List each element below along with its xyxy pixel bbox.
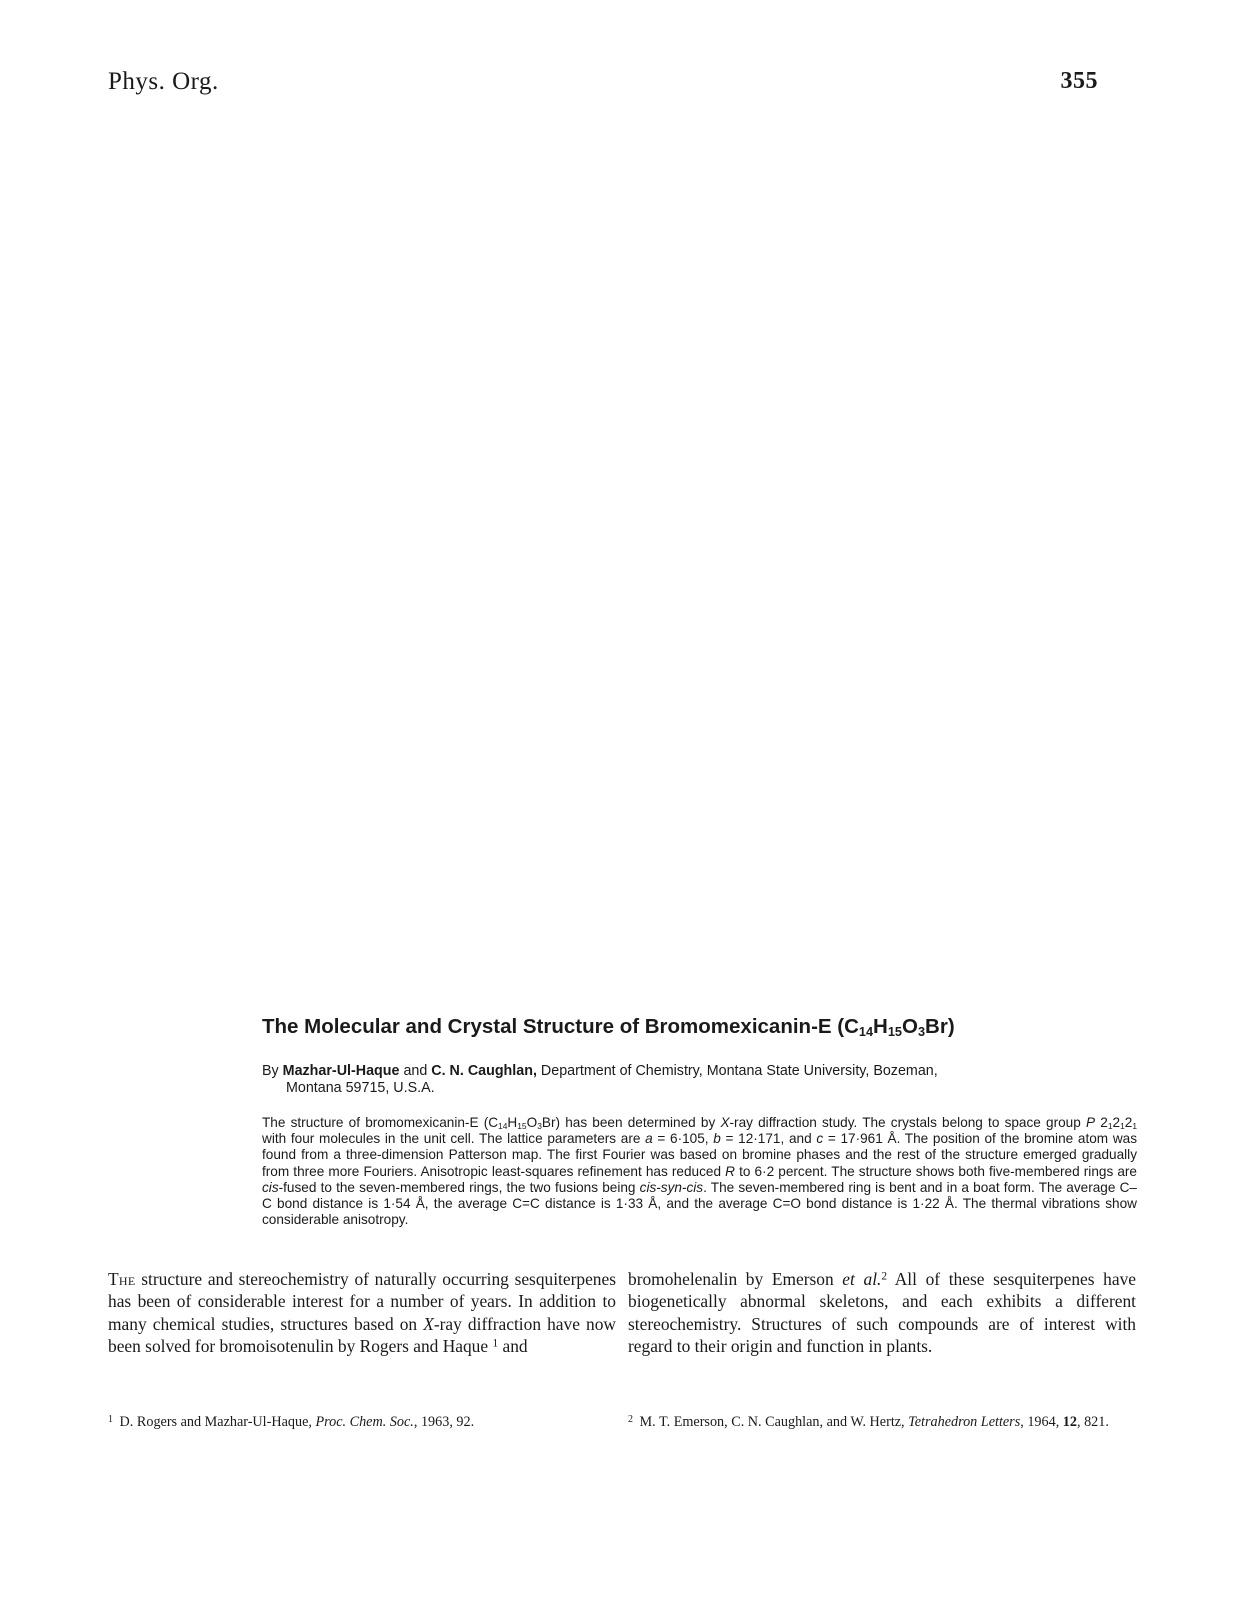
affiliation-line-2: Montana 59715, U.S.A. [286,1080,435,1096]
author-byline: By Mazhar-Ul-Haque and C. N. Caughlan, Department of Chemistry, Montana State University, Bozeman, Montana 59715, U.S.A. [262,1063,1137,1097]
page-number: 355 [1060,68,1098,94]
footnote-1: $^1$ D. Rogers and Mazhar-Ul-Haque, Proc. Chem. Soc., 1963, 92. [108,1414,475,1430]
affiliation: Department of Chemistry, Montana State University, Bozeman, [540,1063,938,1079]
reference-marker: 1 [492,1337,499,1350]
running-head-journal: Phys. Org. [108,68,219,95]
body-column-left: The structure and stereochemistry of naturally occurring sesquiterpenes has been of considerable interest for a number of years. In addition to many chemical studies, structures based on X-ray diffraction have now been solved for bromoisotenulin by Rogers and Haque $^1$ and [108,1269,616,1357]
author-1: Mazhar-Ul-Haque [282,1063,400,1079]
article-title: The Molecular and Crystal Structure of Bromomexicanin-E $(C_{14}H_{15}O_3Br)$ [262,1015,955,1040]
reference-marker: 2 [881,1270,888,1283]
author-2: C. N. Caughlan, [431,1063,537,1079]
abstract: The structure of bromomexicanin-E $(C_{14}H_{15}O_3Br)$ has been determined by X-ray diffraction study. The crystals belong to space group P $2_12_12_1$ with four molecules in the unit cell. The lattice parameters are a = 6·105, b = 12·171, and c = 17·961 Å. The position of the bromine atom was found from a three-dimension Patterson map. The first Fourier was based on bromine phases and the rest of the structure emerged gradually from three more Fouriers. Anisotropic least-squares refinement has reduced R to 6·2 percent. The structure shows both five-membered rings are cis-fused to the seven-membered rings, the two fusions being cis-syn-cis. The seven-membered ring is bent and in a boat form. The average C–C bond distance is 1·54 Å, the average C=C distance is 1·33 Å, and the average C=O bond distance is 1·22 Å. The thermal vibrations show considerable anisotropy. [262,1115,1137,1228]
footnote-2: $^2$ M. T. Emerson, C. N. Caughlan, and W. Hertz, Tetrahedron Letters, 1964, 12, 821. [628,1414,1109,1430]
body-column-right: bromohelenalin by Emerson et al.$^2$ All of these sesquiterpenes have biogenetically abnormal skeletons, and each exhibits a different stereochemistry. Structures of such compounds are of interest with regard to their origin and function in plants. [628,1269,1136,1357]
